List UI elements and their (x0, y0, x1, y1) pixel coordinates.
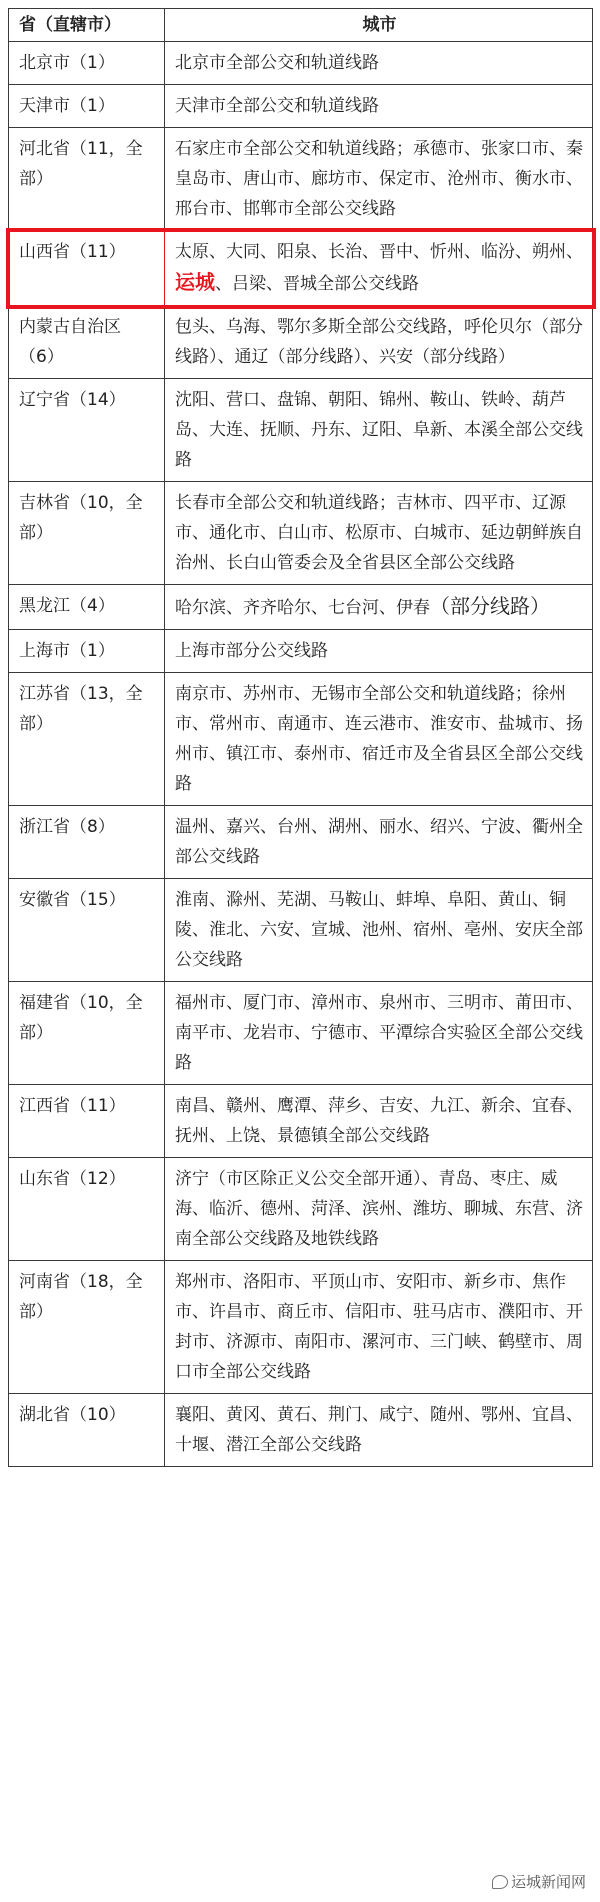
header-city: 城市 (165, 9, 593, 42)
bus-card-coverage-table (8, 8, 593, 1467)
table-row (9, 806, 593, 879)
province-cell: 北京市（1） (9, 42, 165, 85)
cities-cell: 沈阳、营口、盘锦、朝阳、锦州、鞍山、铁岭、葫芦岛、大连、抚顺、丹东、辽阳、阜新、本溪全部公交线路 (165, 379, 593, 482)
cities-cell: 上海市部分公交线路 (165, 630, 593, 673)
province-cell: 河北省（11，全部） (9, 128, 165, 231)
chat-bubble-icon (492, 1875, 508, 1889)
table-header-row (9, 9, 593, 42)
province-cell: 浙江省（8） (9, 806, 165, 879)
province-cell: 吉林省（10，全部） (9, 482, 165, 585)
highlighted-city: 运城 (175, 270, 215, 294)
cities-cell: 石家庄市全部公交和轨道线路；承德市、张家口市、秦皇岛市、唐山市、廊坊市、保定市、沧州市、衡水市、邢台市、邯郸市全部公交线路 (165, 128, 593, 231)
table-row (9, 879, 593, 982)
province-cell: 安徽省（15） (9, 879, 165, 982)
cities-cell: 襄阳、黄冈、黄石、荆门、咸宁、随州、鄂州、宜昌、十堰、潜江全部公交线路 (165, 1394, 593, 1467)
province-cell: 黑龙江（4） (9, 585, 165, 630)
province-cell: 江西省（11） (9, 1085, 165, 1158)
cities-cell: 包头、乌海、鄂尔多斯全部公交线路，呼伦贝尔（部分线路）、通辽（部分线路）、兴安（部分线路） (165, 306, 593, 379)
watermark-text: 运城新闻网 (510, 1873, 586, 1891)
cities-cell: 长春市全部公交和轨道线路；吉林市、四平市、辽源市、通化市、白山市、松原市、白城市、延边朝鲜族自治州、长白山管委会及全省县区全部公交线路 (165, 482, 593, 585)
table-row (9, 85, 593, 128)
cities-cell (165, 585, 593, 630)
cities-cell: 南昌、赣州、鹰潭、萍乡、吉安、九江、新余、宜春、抚州、上饶、景德镇全部公交线路 (165, 1085, 593, 1158)
cities-text: 哈尔滨、齐齐哈尔、七台河、伊春 (175, 598, 430, 618)
cities-text: 太原、大同、阳泉、长治、晋中、忻州、临汾、朔州、 (175, 242, 583, 262)
province-cell: 上海市（1） (9, 630, 165, 673)
cities-cell: 天津市全部公交和轨道线路 (165, 85, 593, 128)
table-row (9, 42, 593, 85)
province-cell: 江苏省（13，全部） (9, 673, 165, 806)
table-row-highlighted (9, 231, 593, 306)
cities-note: （部分线路） (430, 594, 550, 618)
watermark (488, 1869, 590, 1894)
province-cell: 天津市（1） (9, 85, 165, 128)
table-row (9, 673, 593, 806)
province-cell: 福建省（10，全部） (9, 982, 165, 1085)
cities-cell: 北京市全部公交和轨道线路 (165, 42, 593, 85)
cities-cell: 淮南、滁州、芜湖、马鞍山、蚌埠、阜阳、黄山、铜陵、淮北、六安、宣城、池州、宿州、亳州、安庆全部公交线路 (165, 879, 593, 982)
document (8, 8, 592, 1467)
cities-cell: 郑州市、洛阳市、平顶山市、安阳市、新乡市、焦作市、许昌市、商丘市、信阳市、驻马店市、濮阳市、开封市、济源市、南阳市、漯河市、三门峡、鹤壁市、周口市全部公交线路 (165, 1261, 593, 1394)
table-row (9, 1085, 593, 1158)
province-cell: 山东省（12） (9, 1158, 165, 1261)
table-row (9, 306, 593, 379)
cities-text: 、吕梁、晋城全部公交线路 (215, 274, 419, 294)
cities-cell: 温州、嘉兴、台州、湖州、丽水、绍兴、宁波、衢州全部公交线路 (165, 806, 593, 879)
cities-cell: 济宁（市区除正义公交全部开通）、青岛、枣庄、威海、临沂、德州、菏泽、滨州、潍坊、聊城、东营、济南全部公交线路及地铁线路 (165, 1158, 593, 1261)
table-row (9, 630, 593, 673)
header-province: 省（直辖市） (9, 9, 165, 42)
cities-cell (165, 231, 593, 306)
province-cell: 内蒙古自治区（6） (9, 306, 165, 379)
province-cell: 河南省（18，全部） (9, 1261, 165, 1394)
province-cell: 辽宁省（14） (9, 379, 165, 482)
table-row (9, 128, 593, 231)
table-row (9, 585, 593, 630)
cities-cell: 南京市、苏州市、无锡市全部公交和轨道线路；徐州市、常州市、南通市、连云港市、淮安市、盐城市、扬州市、镇江市、泰州市、宿迁市及全省县区全部公交线路 (165, 673, 593, 806)
table-row (9, 1394, 593, 1467)
table-row (9, 982, 593, 1085)
table-row (9, 482, 593, 585)
cities-cell: 福州市、厦门市、漳州市、泉州市、三明市、莆田市、南平市、龙岩市、宁德市、平潭综合实验区全部公交线路 (165, 982, 593, 1085)
table-row (9, 379, 593, 482)
province-cell: 湖北省（10） (9, 1394, 165, 1467)
table-row (9, 1158, 593, 1261)
province-cell: 山西省（11） (9, 231, 165, 306)
table-row (9, 1261, 593, 1394)
